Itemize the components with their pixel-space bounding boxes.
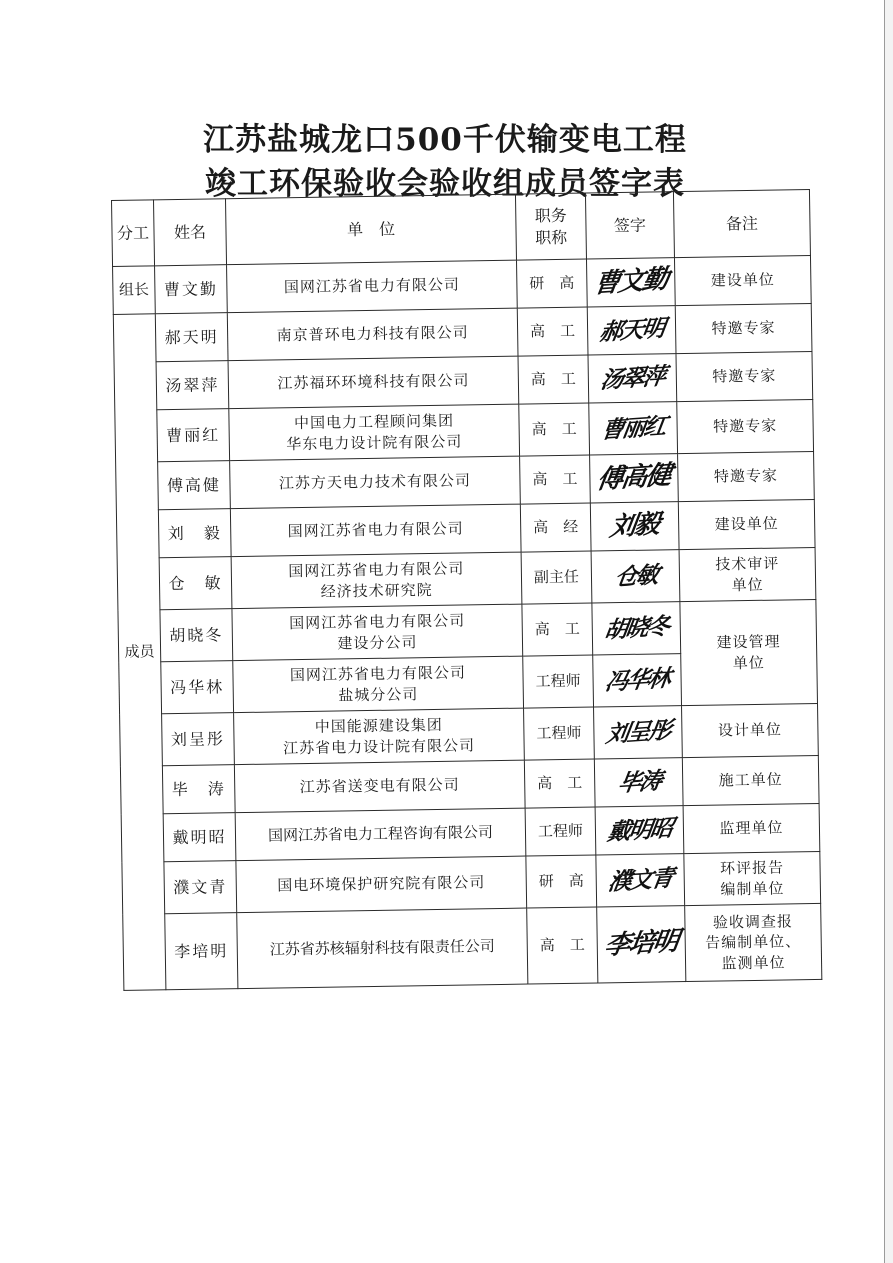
table-row xyxy=(118,599,817,662)
member-remark xyxy=(684,851,821,905)
unit-line: 国网江苏省电力有限公司 xyxy=(288,559,465,581)
unit-line: 经济技术研究院 xyxy=(320,580,433,601)
member-unit xyxy=(234,760,525,813)
handwritten-signature: 胡晓冬 xyxy=(602,612,671,644)
group-leader-cell: 组长 xyxy=(113,266,156,315)
remark-line: 建设单位 xyxy=(714,514,779,534)
handwritten-signature: 戴明昭 xyxy=(605,814,674,846)
remark-line: 单位 xyxy=(732,653,765,672)
header-name: 姓名 xyxy=(154,199,227,266)
unit-line: 国网江苏省电力工程咨询有限公司 xyxy=(267,823,494,845)
header-position-line1: 职务 xyxy=(534,205,567,226)
unit-line: 江苏省电力设计院有限公司 xyxy=(282,735,476,757)
member-position: 研 高 xyxy=(516,259,587,308)
member-remark xyxy=(678,499,815,549)
signature-cell xyxy=(591,550,680,603)
unit-line: 中国电力工程顾问集团 xyxy=(293,411,455,433)
remark-line: 特邀专家 xyxy=(712,416,778,436)
member-position: 高 工 xyxy=(517,307,588,356)
member-remark xyxy=(680,599,818,705)
header-role: 分工 xyxy=(112,200,155,267)
member-position: 高 工 xyxy=(522,603,593,656)
document-title-line1: 江苏盐城龙口500千伏输变电工程 xyxy=(203,122,687,158)
unit-line: 江苏方天电力技术有限公司 xyxy=(278,471,472,493)
member-position: 高 工 xyxy=(519,403,590,456)
member-position: 高 工 xyxy=(518,355,589,404)
unit-line: 江苏福环环境科技有限公司 xyxy=(277,371,470,393)
member-remark xyxy=(675,304,812,354)
unit-line: 中国能源建设集团 xyxy=(314,716,443,737)
member-position: 高 工 xyxy=(524,759,595,808)
member-remark xyxy=(682,755,819,805)
handwritten-signature: 刘毅 xyxy=(608,509,662,543)
member-position: 研 高 xyxy=(526,855,597,908)
header-unit: 单 位 xyxy=(225,194,516,265)
signature-cell xyxy=(588,354,677,403)
header-position-line2: 职称 xyxy=(534,227,568,247)
remark-line: 告编制单位、 xyxy=(705,932,802,953)
member-name: 郝天明 xyxy=(155,313,228,362)
signature-cell xyxy=(589,402,678,455)
member-position: 工程师 xyxy=(525,807,596,856)
member-remark xyxy=(682,703,819,757)
member-name: 刘 毅 xyxy=(158,509,231,558)
remark-line: 技术审评 xyxy=(715,554,780,574)
handwritten-signature: 毕涛 xyxy=(615,767,662,798)
signature-table xyxy=(111,189,822,991)
table-header-row xyxy=(112,190,811,267)
member-remark xyxy=(683,803,820,853)
member-remark xyxy=(685,903,822,981)
unit-line: 国网江苏省电力有限公司 xyxy=(287,519,464,541)
handwritten-signature: 郝天明 xyxy=(597,314,666,346)
member-unit xyxy=(229,404,520,461)
member-unit xyxy=(233,656,524,713)
remark-line: 单位 xyxy=(731,575,764,594)
unit-line: 国网江苏省电力有限公司 xyxy=(289,663,467,685)
member-unit xyxy=(234,708,525,765)
member-remark xyxy=(677,400,814,454)
remark-line: 建设管理 xyxy=(716,632,781,652)
member-name: 戴明昭 xyxy=(163,813,236,862)
remark-line: 编制单位 xyxy=(720,879,785,899)
member-name: 刘呈彤 xyxy=(162,713,235,766)
member-unit xyxy=(230,456,521,509)
unit-line: 盐城分公司 xyxy=(338,684,419,704)
member-name: 濮文青 xyxy=(164,861,237,914)
signature-cell xyxy=(592,602,681,655)
signature-cell xyxy=(596,854,685,907)
handwritten-signature: 李培明 xyxy=(602,926,680,962)
signature-cell xyxy=(590,502,679,551)
signature-cell xyxy=(586,258,675,307)
member-position: 工程师 xyxy=(524,707,595,760)
member-unit xyxy=(228,356,519,409)
member-name: 毕 涛 xyxy=(162,765,235,814)
signature-cell xyxy=(594,706,683,759)
member-remark xyxy=(674,256,811,306)
handwritten-signature: 仓敏 xyxy=(612,561,659,592)
handwritten-signature: 曹丽红 xyxy=(599,412,667,444)
remark-line: 设计单位 xyxy=(717,720,783,740)
unit-line: 江苏省苏核辐射科技有限责任公司 xyxy=(269,937,495,959)
member-position: 副主任 xyxy=(521,551,592,604)
handwritten-signature: 刘呈彤 xyxy=(604,716,672,748)
remark-line: 监理单位 xyxy=(719,818,784,838)
member-remark xyxy=(676,352,813,402)
remark-line: 特邀专家 xyxy=(713,466,779,486)
document-title-line2: 竣工环保验收会验收组成员签字表 xyxy=(205,166,685,202)
unit-line: 国网江苏省电力有限公司 xyxy=(283,275,461,297)
member-name: 李培明 xyxy=(165,913,238,990)
member-position: 高 经 xyxy=(520,503,591,552)
member-unit xyxy=(227,308,518,361)
member-unit xyxy=(237,908,528,989)
member-unit xyxy=(227,260,518,313)
member-position: 高 工 xyxy=(520,455,591,504)
member-name: 曹丽红 xyxy=(157,409,230,462)
remark-line: 施工单位 xyxy=(718,770,783,790)
member-remark xyxy=(679,547,816,601)
signature-cell xyxy=(594,758,683,807)
signature-cell xyxy=(597,906,686,983)
member-name: 胡晓冬 xyxy=(160,609,233,662)
unit-line: 华东电力设计院有限公司 xyxy=(286,432,463,453)
remark-line: 验收调查报 xyxy=(712,912,794,932)
handwritten-signature: 冯华林 xyxy=(603,664,671,696)
member-name: 冯华林 xyxy=(161,661,234,714)
member-unit xyxy=(235,808,526,861)
member-position: 高 工 xyxy=(527,907,598,984)
member-name: 汤翠萍 xyxy=(156,361,229,410)
unit-line: 江苏省送变电有限公司 xyxy=(299,775,460,797)
remark-line: 特邀专家 xyxy=(712,366,777,386)
signature-cell xyxy=(593,654,682,707)
handwritten-signature: 曹文勤 xyxy=(592,264,670,300)
signature-cell xyxy=(587,306,676,355)
handwritten-signature: 濮文青 xyxy=(606,864,674,896)
remark-line: 监测单位 xyxy=(721,953,786,973)
remark-line: 环评报告 xyxy=(719,858,785,878)
member-name: 曹文勤 xyxy=(155,265,228,314)
member-remark xyxy=(678,451,815,501)
group-member-cell: 成员 xyxy=(113,314,166,991)
member-unit xyxy=(230,504,521,557)
table-row xyxy=(123,903,822,990)
signature-cell xyxy=(595,806,684,855)
unit-line: 建设分公司 xyxy=(337,632,418,652)
handwritten-signature: 傅高健 xyxy=(595,460,673,496)
member-name: 仓 敏 xyxy=(159,557,232,610)
signature-cell xyxy=(590,454,679,503)
unit-line: 南京普环电力科技有限公司 xyxy=(276,323,469,345)
member-name: 傅高健 xyxy=(158,461,231,510)
member-unit xyxy=(236,856,527,913)
remark-line: 建设单位 xyxy=(710,270,775,290)
handwritten-signature: 汤翠萍 xyxy=(598,362,667,394)
unit-line: 国电环境保护研究院有限公司 xyxy=(277,873,486,895)
unit-line: 国网江苏省电力有限公司 xyxy=(289,611,466,633)
scan-page-edge xyxy=(884,0,893,1263)
header-signature: 签字 xyxy=(585,192,674,259)
member-unit xyxy=(231,552,522,609)
member-unit xyxy=(232,604,523,661)
remark-line: 特邀专家 xyxy=(711,318,776,338)
header-position xyxy=(515,193,586,260)
header-remark: 备注 xyxy=(673,190,810,258)
member-position: 工程师 xyxy=(523,655,594,708)
